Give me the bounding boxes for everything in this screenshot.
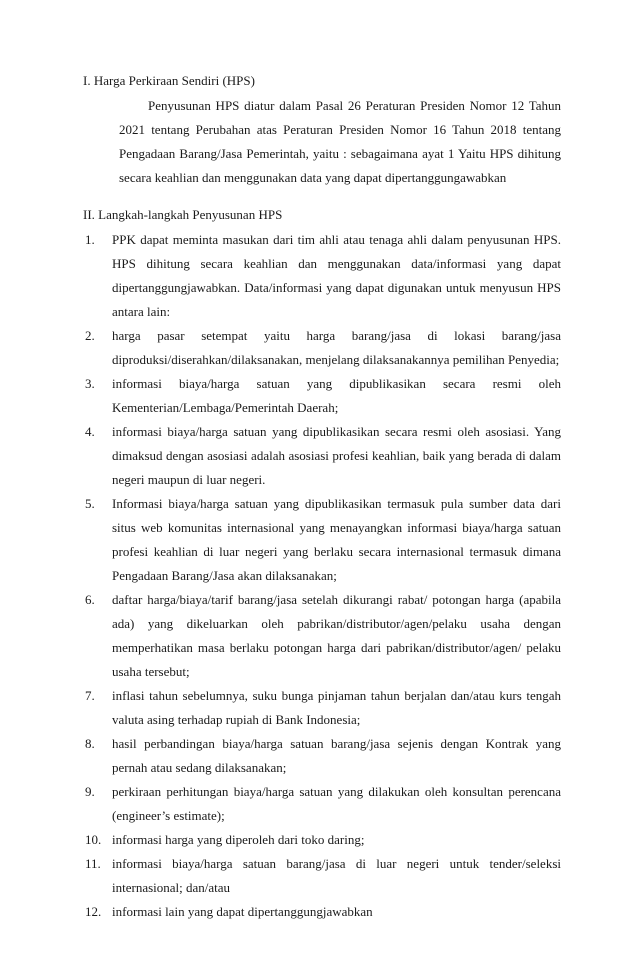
- list-item-text: inflasi tahun sebelumnya, suku bunga pinjaman tahun berjalan dan/atau kurs tengah valuta asing terhadap rupiah di Bank Indonesia;: [112, 688, 561, 727]
- list-item-text: informasi biaya/harga satuan yang dipublikasikan secara resmi oleh Kementerian/Lembaga/Pemerintah Daerah;: [112, 376, 561, 415]
- list-item: [0, 324, 561, 372]
- list-item-text: daftar harga/biaya/tarif barang/jasa setelah dikurangi rabat/ potongan harga (apabila ada) yang dikeluarkan oleh pabrikan/distributor/agen/pelaku usaha dengan memperhatikan masa berlaku potongan harga dari pabrikan/distributor/agen/ pelaku usaha tersebut;: [112, 592, 561, 679]
- section-1-heading: I. Harga Perkiraan Sendiri (HPS): [83, 73, 255, 88]
- list-item-number: 10.: [85, 832, 102, 847]
- list-item-number: 7.: [85, 688, 95, 703]
- list-item: [0, 684, 561, 732]
- list-item: [0, 492, 561, 588]
- list-item: [0, 420, 561, 492]
- list-item-number: 11.: [85, 856, 101, 871]
- list-item-text: perkiraan perhitungan biaya/harga satuan yang dilakukan oleh konsultan perencana (engineer’s estimate);: [112, 784, 561, 823]
- list-item-number: 6.: [85, 592, 95, 607]
- section-1-paragraph: Penyusunan HPS diatur dalam Pasal 26 Peraturan Presiden Nomor 12 Tahun 2021 tentang Perubahan atas Peraturan Presiden Nomor 16 Tahun 2018 tentang Pengadaan Barang/Jasa Pemerintah, yaitu : sebagaimana ayat 1 Yaitu HPS dihitung secara keahlian dan menggunakan data yang dapat dipertanggungawabkan: [119, 98, 561, 185]
- list-item-number: 12.: [85, 904, 102, 919]
- list-item: [0, 228, 561, 324]
- steps-list: [0, 228, 638, 924]
- list-item: [0, 780, 561, 828]
- list-item: [0, 732, 561, 780]
- list-item: [0, 852, 561, 900]
- list-item-text: informasi biaya/harga satuan barang/jasa di luar negeri untuk tender/seleksi internasional; dan/atau: [112, 856, 561, 895]
- list-item-number: 3.: [85, 376, 95, 391]
- list-item: [0, 372, 561, 420]
- list-item-text: Informasi biaya/harga satuan yang dipublikasikan termasuk pula sumber data dari situs web komunitas internasional yang menayangkan informasi biaya/harga satuan profesi keahlian di luar negeri yang berlaku secara internasional termasuk dimana Pengadaan Barang/Jasa akan dilaksanakan;: [112, 496, 561, 583]
- list-item-text: PPK dapat meminta masukan dari tim ahli atau tenaga ahli dalam penyusunan HPS. HPS dihitung secara keahlian dan menggunakan data/informasi yang dapat dipertanggungjawabkan. Data/informasi yang dapat digunakan untuk menyusun HPS antara lain:: [112, 232, 561, 319]
- list-item-text: informasi harga yang diperoleh dari toko daring;: [112, 832, 365, 847]
- list-item-number: 5.: [85, 496, 95, 511]
- list-item-text: hasil perbandingan biaya/harga satuan barang/jasa sejenis dengan Kontrak yang pernah atau sedang dilaksanakan;: [112, 736, 561, 775]
- list-item-text: informasi lain yang dapat dipertanggungjawabkan: [112, 904, 373, 919]
- list-item-number: 2.: [85, 328, 95, 343]
- section-2-heading: II. Langkah-langkah Penyusunan HPS: [83, 207, 283, 222]
- list-item-number: 8.: [85, 736, 95, 751]
- list-item: [0, 900, 561, 924]
- list-item-number: 9.: [85, 784, 95, 799]
- list-item-text: informasi biaya/harga satuan yang dipublikasikan secara resmi oleh asosiasi. Yang dimaksud dengan asosiasi adalah asosiasi profesi keahlian, baik yang berada di dalam negeri maupun di luar negeri.: [112, 424, 561, 487]
- list-item-number: 4.: [85, 424, 95, 439]
- list-item: [0, 828, 561, 852]
- list-item: [0, 588, 561, 684]
- list-item-number: 1.: [85, 232, 95, 247]
- list-item-text: harga pasar setempat yaitu harga barang/jasa di lokasi barang/jasa diproduksi/diserahkan/dilaksanakan, menjelang dilaksanakannya pemilihan Penyedia;: [112, 328, 561, 367]
